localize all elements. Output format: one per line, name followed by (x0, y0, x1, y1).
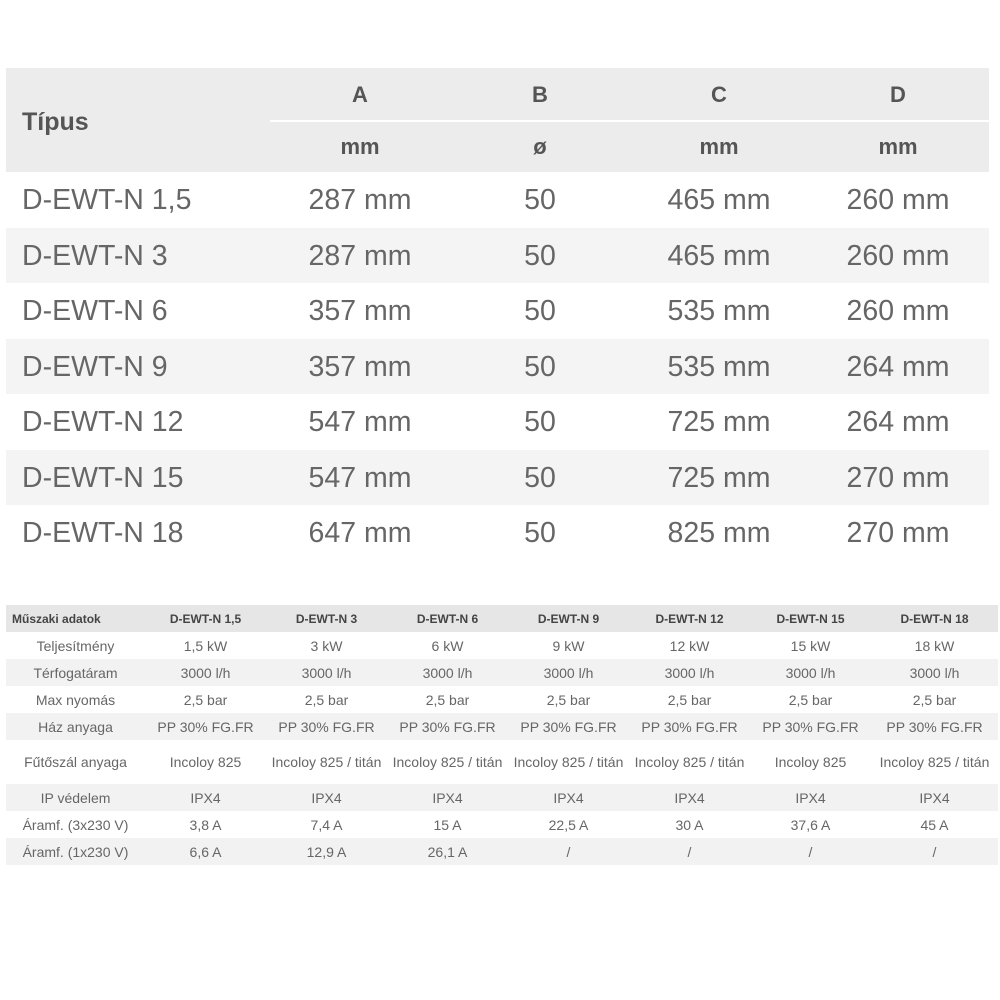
value-cell: 3 kW (310, 637, 343, 654)
model-name-cell: D-EWT-N 3 (22, 239, 168, 272)
value-cell: 30 A (675, 816, 704, 833)
dimension-c-cell: 465 mm (667, 239, 771, 272)
dimensions-header (6, 68, 989, 172)
value-cell: 3000 l/h (629, 659, 750, 686)
value-cell: 12 kW (669, 637, 710, 654)
table-row (6, 632, 998, 659)
dimension-b-cell: 50 (524, 406, 556, 438)
technical-data-body (6, 632, 998, 865)
dimension-d-cell: 260 mm (846, 184, 950, 216)
column-a-unit: mm (340, 134, 380, 159)
technical-data-header-row (6, 605, 998, 632)
row-label: Max nyomás (35, 691, 116, 708)
model-column-header: D-EWT-N 3 (266, 605, 387, 632)
dimension-a-cell: 547 mm (308, 461, 412, 494)
dimension-a-cell: 287 mm (308, 239, 412, 272)
dimension-d-cell: 264 mm (846, 406, 950, 438)
value-cell: PP 30% FG.FR (145, 713, 266, 740)
value-cell: 2,5 bar (304, 691, 349, 708)
table-row (6, 838, 998, 865)
dimension-a-cell: 547 mm (308, 406, 412, 438)
value-cell: 6 kW (431, 637, 464, 654)
dimension-b-cell: 50 (524, 461, 556, 494)
model-column-header: D-EWT-N 12 (629, 605, 750, 632)
table-row (6, 394, 989, 450)
dimension-b-cell: 50 (524, 350, 556, 383)
value-cell: IPX4 (871, 784, 998, 811)
table-row (6, 339, 989, 395)
value-cell: 26,1 A (387, 838, 508, 865)
value-cell: 3,8 A (189, 816, 222, 833)
value-cell: Incoloy 825 (169, 754, 242, 770)
value-cell: 2,5 bar (546, 691, 591, 708)
row-label: Térfogatáram (6, 659, 145, 686)
value-cell: 15 A (433, 816, 462, 833)
technical-data-table (6, 605, 998, 865)
row-label: Fűtőszál anyaga (24, 754, 127, 770)
model-name-cell: D-EWT-N 6 (22, 295, 168, 327)
model-name-cell: D-EWT-N 9 (22, 350, 168, 383)
value-cell: / (508, 838, 629, 865)
column-d-unit: mm (878, 134, 918, 159)
value-cell: Incoloy 825 / titán (513, 754, 624, 770)
row-label: Ház anyaga (6, 713, 145, 740)
value-cell: 2,5 bar (912, 691, 957, 708)
value-cell: PP 30% FG.FR (871, 713, 998, 740)
value-cell: IPX4 (508, 784, 629, 811)
value-cell: 2,5 bar (425, 691, 470, 708)
column-c-header: C (711, 82, 727, 107)
column-a-header: A (352, 82, 368, 107)
dimension-b-cell: 50 (524, 239, 556, 272)
value-cell: IPX4 (145, 784, 266, 811)
value-cell: PP 30% FG.FR (629, 713, 750, 740)
value-cell: 3000 l/h (871, 659, 998, 686)
dimension-d-cell: 260 mm (846, 239, 950, 272)
column-b-unit: ø (533, 134, 547, 159)
value-cell: 22,5 A (548, 816, 589, 833)
model-column-header: D-EWT-N 6 (387, 605, 508, 632)
dimension-d-cell: 270 mm (846, 461, 950, 494)
model-column-header: D-EWT-N 18 (871, 605, 998, 632)
value-cell: / (871, 838, 998, 865)
header-divider (270, 120, 989, 122)
value-cell: IPX4 (387, 784, 508, 811)
dimension-a-cell: 357 mm (308, 350, 412, 383)
dimension-c-cell: 825 mm (667, 517, 771, 549)
value-cell: IPX4 (750, 784, 871, 811)
column-c-unit: mm (699, 134, 739, 159)
value-cell: IPX4 (629, 784, 750, 811)
table-row (6, 283, 989, 339)
table-row (6, 450, 989, 506)
value-cell: 37,6 A (790, 816, 831, 833)
value-cell: PP 30% FG.FR (750, 713, 871, 740)
value-cell: 7,4 A (310, 816, 343, 833)
model-column-header: D-EWT-N 1,5 (145, 605, 266, 632)
table-row (6, 740, 998, 784)
row-label: Áramf. (3x230 V) (22, 816, 129, 833)
dimension-d-cell: 270 mm (846, 517, 950, 549)
value-cell: 3000 l/h (145, 659, 266, 686)
value-cell: 2,5 bar (788, 691, 833, 708)
table-row (6, 811, 998, 838)
model-column-header: D-EWT-N 9 (508, 605, 629, 632)
value-cell: 3000 l/h (387, 659, 508, 686)
column-b-header: B (532, 82, 548, 107)
model-name-cell: D-EWT-N 1,5 (22, 184, 192, 216)
value-cell: Incoloy 825 / titán (879, 754, 990, 770)
value-cell: Incoloy 825 (774, 754, 847, 770)
dimension-c-cell: 535 mm (667, 350, 771, 383)
value-cell: Incoloy 825 / titán (271, 754, 382, 770)
value-cell: 18 kW (914, 637, 955, 654)
table-row (6, 659, 998, 686)
value-cell: 3000 l/h (266, 659, 387, 686)
table-row (6, 686, 998, 713)
dimension-c-cell: 725 mm (667, 461, 771, 494)
value-cell: IPX4 (266, 784, 387, 811)
value-cell: 3000 l/h (750, 659, 871, 686)
value-cell: 3000 l/h (508, 659, 629, 686)
value-cell: PP 30% FG.FR (266, 713, 387, 740)
value-cell: 9 kW (552, 637, 585, 654)
value-cell: 15 kW (790, 637, 831, 654)
value-cell: 45 A (920, 816, 949, 833)
value-cell: 2,5 bar (667, 691, 712, 708)
table-row (6, 713, 998, 740)
table-row (6, 172, 989, 228)
value-cell: 12,9 A (266, 838, 387, 865)
dimension-a-cell: 357 mm (308, 295, 412, 327)
dimension-d-cell: 264 mm (846, 350, 950, 383)
value-cell: 2,5 bar (183, 691, 228, 708)
row-label: Teljesítmény (36, 637, 115, 654)
dimension-b-cell: 50 (524, 517, 556, 549)
technical-data-title: Műszaki adatok (6, 605, 145, 632)
dimension-a-cell: 647 mm (308, 517, 412, 549)
model-name-cell: D-EWT-N 18 (22, 517, 184, 549)
model-column-header: D-EWT-N 15 (750, 605, 871, 632)
dimension-b-cell: 50 (524, 295, 556, 327)
dimension-d-cell: 260 mm (846, 295, 950, 327)
row-label: Áramf. (1x230 V) (6, 838, 145, 865)
dimension-c-cell: 465 mm (667, 184, 771, 216)
dimension-a-cell: 287 mm (308, 184, 412, 216)
value-cell: Incoloy 825 / titán (634, 754, 745, 770)
dimension-c-cell: 535 mm (667, 295, 771, 327)
table-row (6, 228, 989, 284)
value-cell: PP 30% FG.FR (508, 713, 629, 740)
dimension-c-cell: 725 mm (667, 406, 771, 438)
dimension-b-cell: 50 (524, 184, 556, 216)
value-cell: / (629, 838, 750, 865)
type-column-header: Típus (22, 108, 89, 136)
model-name-cell: D-EWT-N 15 (22, 461, 184, 494)
dimensions-body (6, 172, 989, 561)
table-row (6, 505, 989, 561)
value-cell: PP 30% FG.FR (387, 713, 508, 740)
value-cell: 1,5 kW (183, 637, 228, 654)
value-cell: / (750, 838, 871, 865)
row-label: IP védelem (6, 784, 145, 811)
column-d-header: D (890, 82, 906, 107)
model-name-cell: D-EWT-N 12 (22, 406, 184, 438)
table-row (6, 784, 998, 811)
value-cell: Incoloy 825 / titán (392, 754, 503, 770)
value-cell: 6,6 A (145, 838, 266, 865)
dimensions-table (6, 68, 989, 561)
